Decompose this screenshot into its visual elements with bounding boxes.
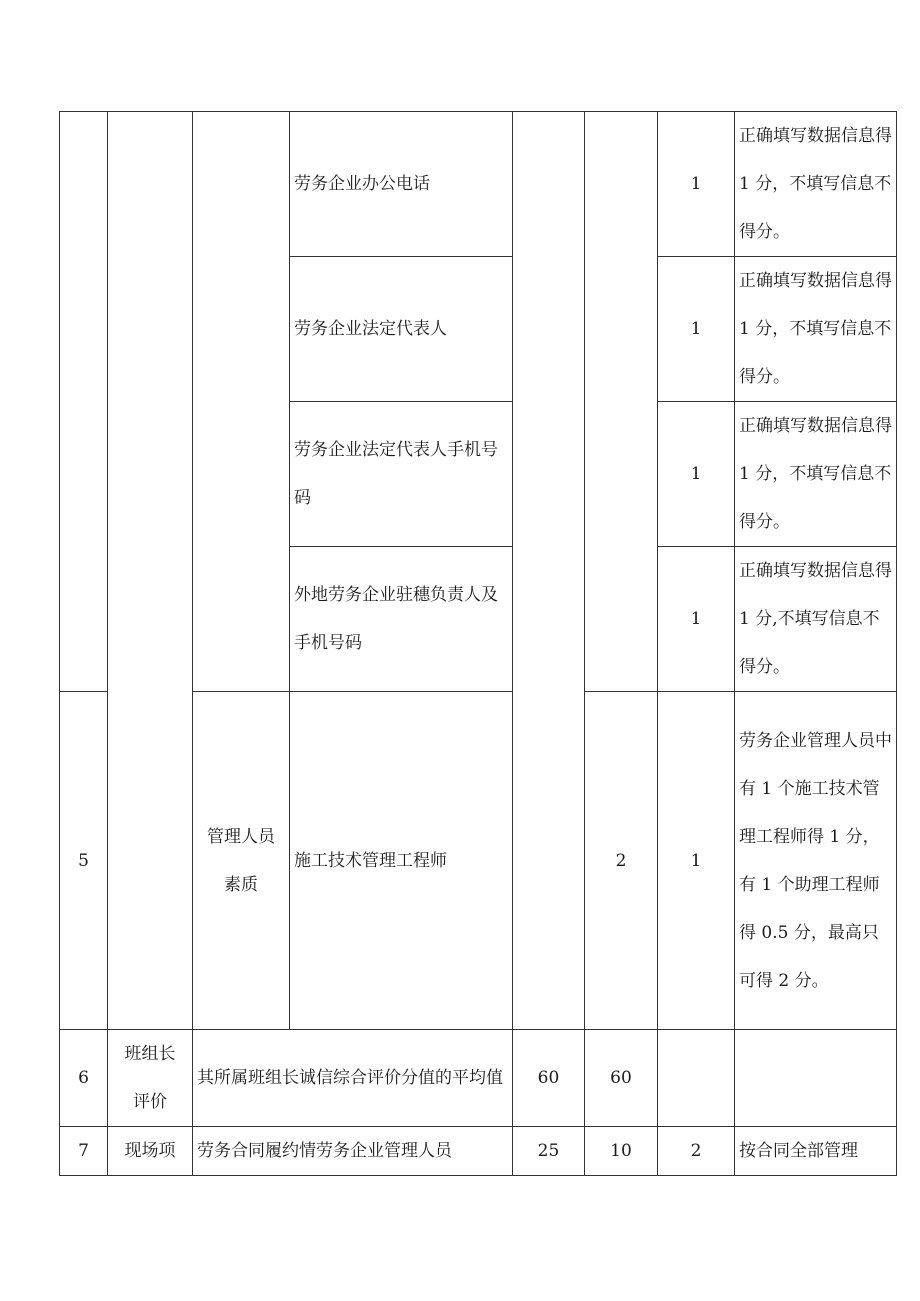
score-cell: 2 [585,692,658,1030]
item-cell: 其所属班组长诚信综合评价分值的平均值 [193,1030,513,1127]
criteria-cell: 正确填写数据信息得 1 分，不填写信息不得分。 [735,402,897,547]
table-row [60,1127,897,1176]
item-cell: 劳务合同履约情劳务企业管理人员 [193,1127,513,1176]
category-cell [193,112,290,692]
index-cell [60,112,108,692]
criteria-cell: 劳务企业管理人员中有 1 个施工技术管理工程师得 1 分，有 1 个助理工程师得 0.5 分，最高只可得 2 分。 [735,692,897,1030]
total-cell: 60 [513,1030,585,1127]
criteria-cell: 按合同全部管理 [735,1127,897,1176]
section-cell: 现场项 [108,1127,193,1176]
item-cell: 劳务企业法定代表人 [290,257,513,402]
sub-score-cell [658,1030,735,1127]
table-row [60,1030,897,1127]
score-table [59,111,897,1176]
item-cell: 外地劳务企业驻穗负责人及手机号码 [290,547,513,692]
score-cell: 10 [585,1127,658,1176]
sub-score-cell: 1 [658,112,735,257]
index-cell: 5 [60,692,108,1030]
item-cell: 施工技术管理工程师 [290,692,513,1030]
item-cell: 劳务企业法定代表人手机号码 [290,402,513,547]
index-cell: 6 [60,1030,108,1127]
criteria-cell [735,1030,897,1127]
criteria-cell: 正确填写数据信息得 1 分，不填写信息不得分。 [735,257,897,402]
section-cell: 班组长评价 [108,1030,193,1127]
sub-score-cell: 1 [658,547,735,692]
sub-score-cell: 1 [658,692,735,1030]
item-cell: 劳务企业办公电话 [290,112,513,257]
sub-score-cell: 2 [658,1127,735,1176]
score-cell: 60 [585,1030,658,1127]
criteria-cell: 正确填写数据信息得 1 分，不填写信息不得分。 [735,112,897,257]
sub-score-cell: 1 [658,257,735,402]
criteria-cell: 正确填写数据信息得 1 分,不填写信息不得分。 [735,547,897,692]
index-cell: 7 [60,1127,108,1176]
sub-score-cell: 1 [658,402,735,547]
section-cell [108,112,193,1030]
score-cell [585,112,658,692]
total-cell: 25 [513,1127,585,1176]
category-cell: 管理人员素质 [193,692,290,1030]
table-row [60,112,897,257]
total-cell [513,112,585,1030]
